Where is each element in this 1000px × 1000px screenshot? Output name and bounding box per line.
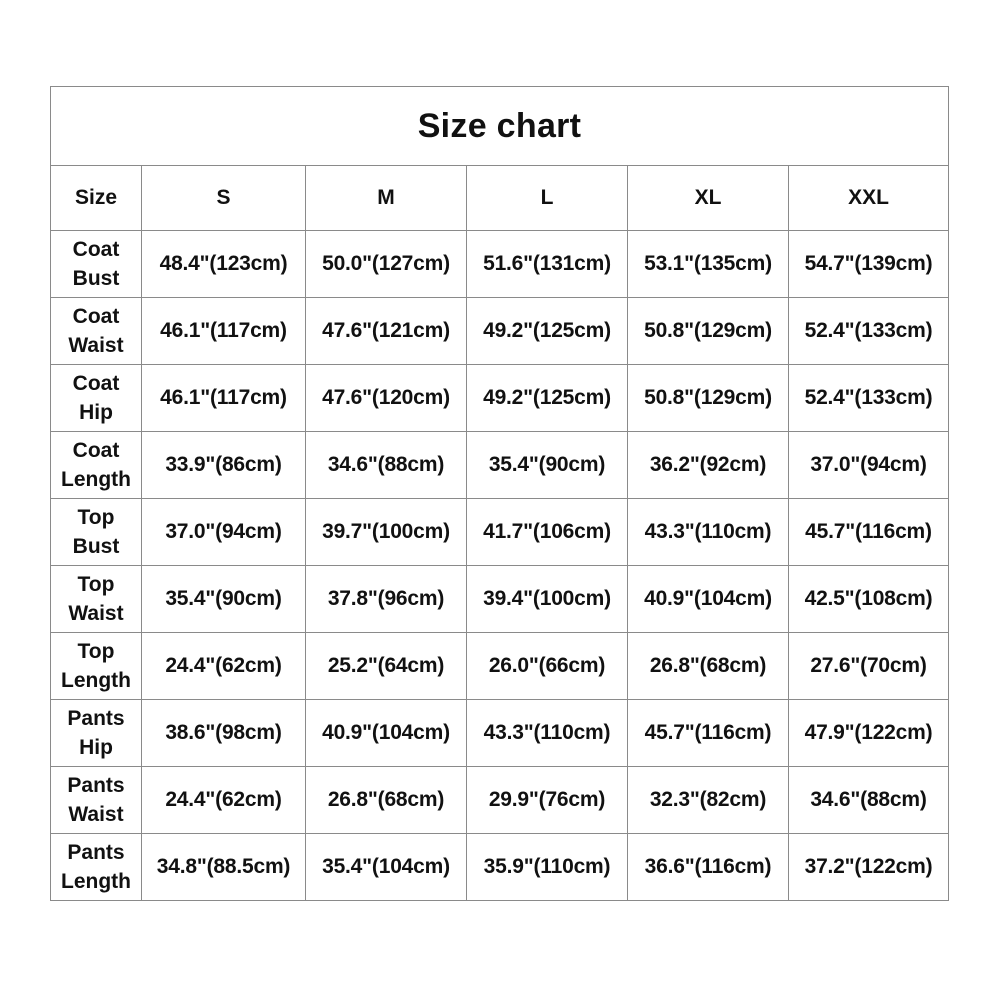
row-label (51, 365, 142, 432)
row-label-line: Top (77, 640, 115, 663)
row-label (51, 298, 142, 365)
row-label-line: Hip (79, 401, 113, 424)
measurement-cell: 48.4"(123cm) (142, 231, 306, 298)
measurement-cell: 54.7"(139cm) (789, 231, 949, 298)
measurement-cell: 43.3"(110cm) (467, 700, 628, 767)
row-label-line: Pants (67, 841, 125, 864)
table-row (51, 298, 949, 365)
row-label-line: Coat (72, 238, 120, 261)
table-row (51, 834, 949, 901)
measurement-cell: 29.9"(76cm) (467, 767, 628, 834)
measurement-cell: 24.4"(62cm) (142, 767, 306, 834)
measurement-cell: 52.4"(133cm) (789, 365, 949, 432)
measurement-cell: 24.4"(62cm) (142, 633, 306, 700)
measurement-cell: 36.2"(92cm) (628, 432, 789, 499)
row-label-line: Pants (67, 774, 125, 797)
header-row (51, 166, 949, 231)
row-label (51, 834, 142, 901)
measurement-cell: 34.6"(88cm) (789, 767, 949, 834)
row-label-line: Waist (68, 602, 124, 625)
table-row (51, 700, 949, 767)
measurement-cell: 26.8"(68cm) (306, 767, 467, 834)
measurement-cell: 39.7"(100cm) (306, 499, 467, 566)
measurement-cell: 53.1"(135cm) (628, 231, 789, 298)
row-label-line: Hip (79, 736, 113, 759)
measurement-cell: 35.4"(104cm) (306, 834, 467, 901)
measurement-cell: 49.2"(125cm) (467, 365, 628, 432)
measurement-cell: 36.6"(116cm) (628, 834, 789, 901)
row-label-line: Bust (72, 267, 120, 290)
measurement-cell: 45.7"(116cm) (628, 700, 789, 767)
measurement-cell: 46.1"(117cm) (142, 365, 306, 432)
row-label (51, 700, 142, 767)
measurement-cell: 40.9"(104cm) (628, 566, 789, 633)
table-row (51, 231, 949, 298)
row-label (51, 432, 142, 499)
measurement-cell: 35.4"(90cm) (142, 566, 306, 633)
header-size-l: L (467, 166, 628, 231)
measurement-cell: 50.0"(127cm) (306, 231, 467, 298)
measurement-cell: 45.7"(116cm) (789, 499, 949, 566)
size-chart-body (51, 231, 949, 901)
measurement-cell: 34.8"(88.5cm) (142, 834, 306, 901)
measurement-cell: 50.8"(129cm) (628, 365, 789, 432)
row-label (51, 231, 142, 298)
row-label (51, 566, 142, 633)
measurement-cell: 46.1"(117cm) (142, 298, 306, 365)
measurement-cell: 25.2"(64cm) (306, 633, 467, 700)
row-label-line: Length (61, 870, 131, 893)
row-label-line: Waist (68, 334, 124, 357)
measurement-cell: 43.3"(110cm) (628, 499, 789, 566)
measurement-cell: 35.9"(110cm) (467, 834, 628, 901)
measurement-cell: 37.0"(94cm) (789, 432, 949, 499)
header-size-s: S (142, 166, 306, 231)
table-row (51, 633, 949, 700)
measurement-cell: 42.5"(108cm) (789, 566, 949, 633)
measurement-cell: 34.6"(88cm) (306, 432, 467, 499)
table-row (51, 499, 949, 566)
row-label (51, 767, 142, 834)
measurement-cell: 51.6"(131cm) (467, 231, 628, 298)
measurement-cell: 47.9"(122cm) (789, 700, 949, 767)
row-label-line: Coat (72, 372, 120, 395)
measurement-cell: 39.4"(100cm) (467, 566, 628, 633)
header-size-xl: XL (628, 166, 789, 231)
row-label (51, 499, 142, 566)
measurement-cell: 26.8"(68cm) (628, 633, 789, 700)
row-label-line: Length (61, 468, 131, 491)
measurement-cell: 27.6"(70cm) (789, 633, 949, 700)
measurement-cell: 37.0"(94cm) (142, 499, 306, 566)
row-label-line: Bust (72, 535, 120, 558)
row-label-line: Coat (72, 439, 120, 462)
table-row (51, 432, 949, 499)
chart-title: Size chart (51, 87, 949, 166)
measurement-cell: 26.0"(66cm) (467, 633, 628, 700)
table-row (51, 767, 949, 834)
measurement-cell: 47.6"(121cm) (306, 298, 467, 365)
measurement-cell: 38.6"(98cm) (142, 700, 306, 767)
title-row (51, 87, 949, 166)
measurement-cell: 40.9"(104cm) (306, 700, 467, 767)
row-label-line: Waist (68, 803, 124, 826)
size-chart-table (50, 86, 949, 901)
measurement-cell: 33.9"(86cm) (142, 432, 306, 499)
header-size-m: M (306, 166, 467, 231)
measurement-cell: 37.2"(122cm) (789, 834, 949, 901)
row-label-line: Top (77, 506, 115, 529)
measurement-cell: 32.3"(82cm) (628, 767, 789, 834)
row-label-line: Coat (72, 305, 120, 328)
measurement-cell: 49.2"(125cm) (467, 298, 628, 365)
row-label-line: Pants (67, 707, 125, 730)
measurement-cell: 41.7"(106cm) (467, 499, 628, 566)
table-row (51, 566, 949, 633)
measurement-cell: 52.4"(133cm) (789, 298, 949, 365)
header-size-xxl: XXL (789, 166, 949, 231)
header-size-label: Size (51, 166, 142, 231)
measurement-cell: 35.4"(90cm) (467, 432, 628, 499)
row-label-line: Length (61, 669, 131, 692)
measurement-cell: 50.8"(129cm) (628, 298, 789, 365)
measurement-cell: 37.8"(96cm) (306, 566, 467, 633)
row-label (51, 633, 142, 700)
measurement-cell: 47.6"(120cm) (306, 365, 467, 432)
table-row (51, 365, 949, 432)
row-label-line: Top (77, 573, 115, 596)
